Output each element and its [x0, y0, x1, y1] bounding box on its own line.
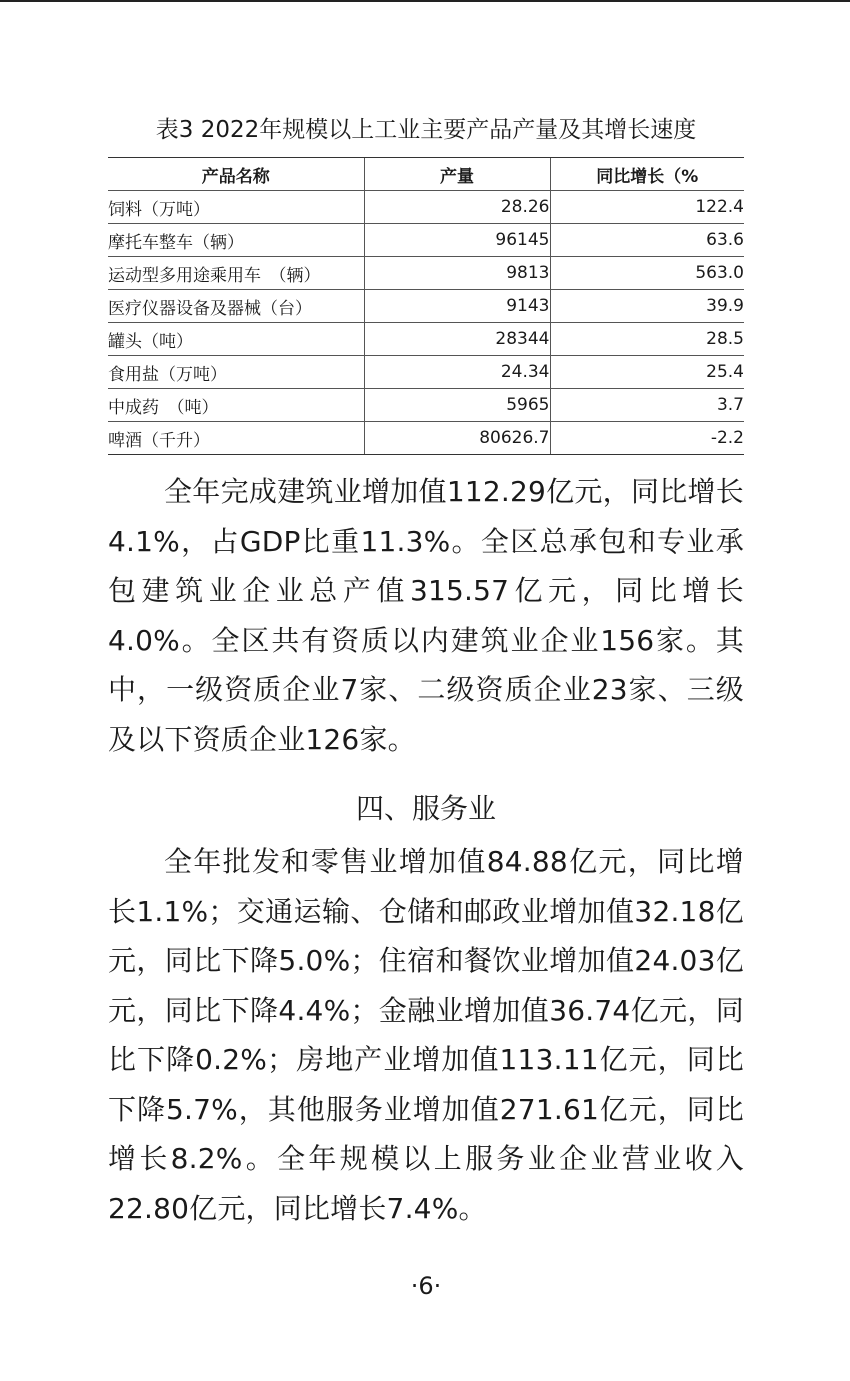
header-growth: 同比增长（% — [550, 158, 744, 191]
cell-output: 9143 — [364, 290, 550, 323]
cell-growth: 39.9 — [550, 290, 744, 323]
table-row — [108, 191, 744, 224]
table-row — [108, 422, 744, 455]
table-row — [108, 356, 744, 389]
top-border-rule — [0, 0, 850, 2]
page-number: ·6· — [410, 1272, 442, 1300]
services-paragraph: 全年批发和零售业增加值84.88亿元，同比增长1.1%；交通运输、仓储和邮政业增加值32.18亿元，同比下降5.0%；住宿和餐饮业增加值24.03亿元，同比下降4.4%；金融业增加值36.74亿元，同比下降0.2%；房地产业增加值113.11亿元，同比下降5.7%，其他服务业增加值271.61亿元，同比增长8.2%。全年规模以上服务业企业营业收入22.80亿元，同比增长7.4%。 — [108, 845, 744, 1225]
table-row — [108, 389, 744, 422]
cell-product-name: 啤酒（千升） — [108, 422, 364, 455]
construction-paragraph: 全年完成建筑业增加值112.29亿元，同比增长4.1%，占GDP比重11.3%。全区总承包和专业承包建筑业企业总产值315.57亿元，同比增长4.0%。全区共有资质以内建筑业企业156家。其中，一级资质企业7家、二级资质企业23家、三级及以下资质企业126家。 — [108, 475, 744, 756]
cell-growth: 3.7 — [550, 389, 744, 422]
cell-product-name: 医疗仪器设备及器械（台） — [108, 290, 364, 323]
cell-growth: -2.2 — [550, 422, 744, 455]
table-row — [108, 224, 744, 257]
cell-output: 5965 — [364, 389, 550, 422]
cell-output: 9813 — [364, 257, 550, 290]
table-title: 表3 2022年规模以上工业主要产品产量及其增长速度 — [155, 117, 697, 143]
cell-product-name: 罐头（吨） — [108, 323, 364, 356]
cell-output: 24.34 — [364, 356, 550, 389]
cell-output: 28.26 — [364, 191, 550, 224]
cell-output: 28344 — [364, 323, 550, 356]
cell-growth: 63.6 — [550, 224, 744, 257]
cell-product-name: 食用盐（万吨） — [108, 356, 364, 389]
product-output-table — [108, 157, 744, 455]
cell-product-name: 运动型多用途乘用车 （辆） — [108, 257, 364, 290]
header-output: 产量 — [364, 158, 550, 191]
cell-growth: 25.4 — [550, 356, 744, 389]
cell-growth: 122.4 — [550, 191, 744, 224]
table-row — [108, 257, 744, 290]
table-row — [108, 290, 744, 323]
section-heading-services: 四、服务业 — [355, 792, 496, 825]
cell-product-name: 摩托车整车（辆） — [108, 224, 364, 257]
header-product-name: 产品名称 — [108, 158, 364, 191]
cell-output: 80626.7 — [364, 422, 550, 455]
cell-growth: 28.5 — [550, 323, 744, 356]
cell-output: 96145 — [364, 224, 550, 257]
table-header-row — [108, 158, 744, 191]
cell-product-name: 中成药 （吨） — [108, 389, 364, 422]
table-row — [108, 323, 744, 356]
cell-growth: 563.0 — [550, 257, 744, 290]
cell-product-name: 饲料（万吨） — [108, 191, 364, 224]
